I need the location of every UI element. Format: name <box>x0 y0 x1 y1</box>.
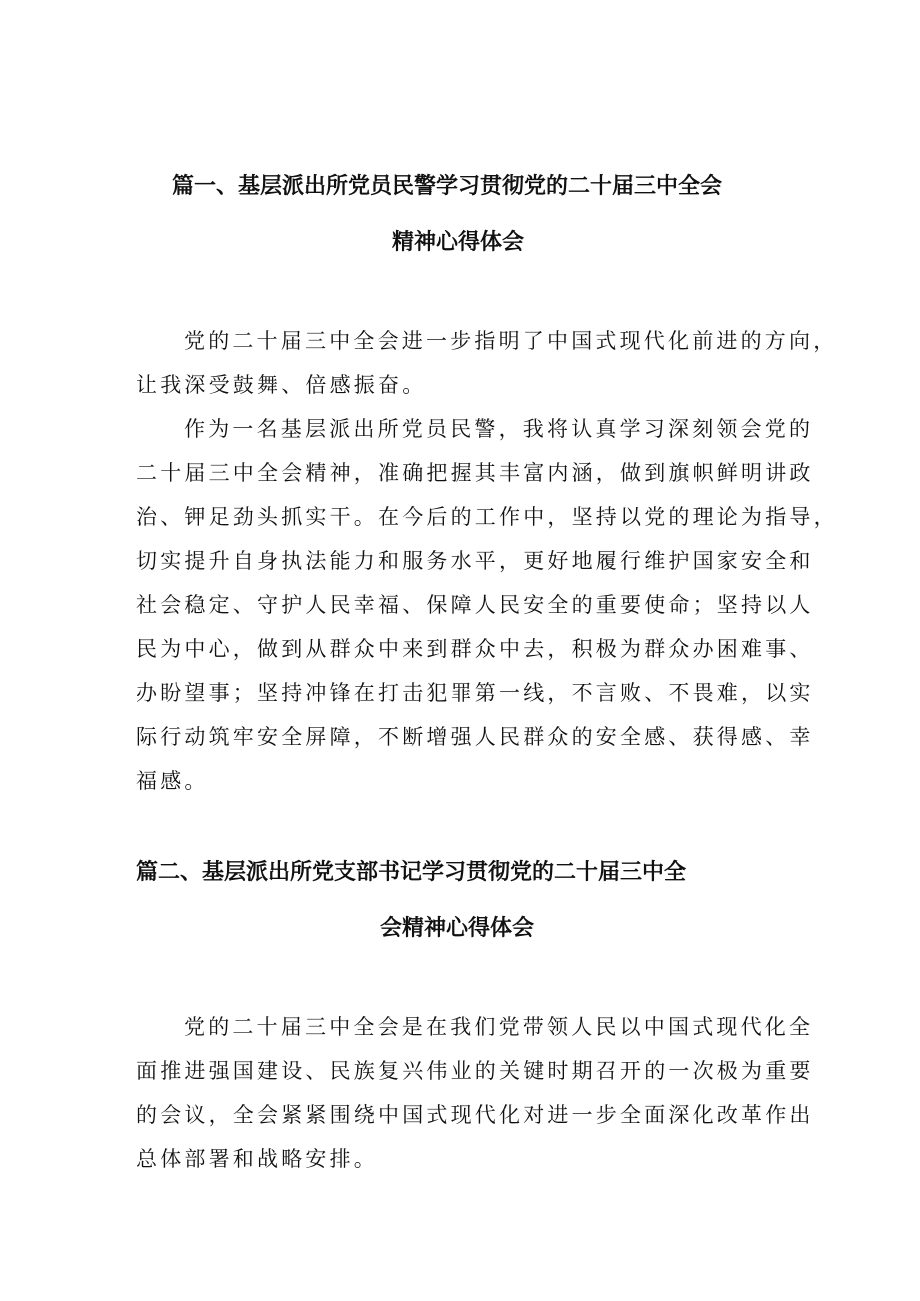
paragraph-line: 的会议，全会紧紧围绕中国式现代化对进一步全面深化改革作出 <box>136 1103 814 1127</box>
paragraph-line: 总体部署和战略安排。 <box>136 1147 378 1171</box>
paragraph-line: 让我深受鼓舞、倍感振奋。 <box>136 373 427 397</box>
paragraph-line: 治、钾足劲头抓实干。在今后的工作中，坚持以党的理论为指导， <box>136 505 838 529</box>
paragraph-line: 党的二十届三中全会进一步指明了中国式现代化前进的方向， <box>184 329 838 353</box>
paragraph-line: 作为一名基层派出所党员民警，我将认真学习深刻领会党的 <box>184 417 814 441</box>
section2-title-line-2: 会精神心得体会 <box>380 916 535 941</box>
paragraph-line: 切实提升自身执法能力和服务水平，更好地履行维护国家安全和 <box>136 549 814 573</box>
paragraph-line: 二十届三中全会精神，准确把握其丰富内涵，做到旗帜鲜明讲政 <box>136 461 814 485</box>
paragraph-line: 党的二十届三中全会是在我们党带领人民以中国式现代化全 <box>184 1015 814 1039</box>
paragraph-line: 民为中心，做到从群众中来到群众中去，积极为群众办困难事、 <box>136 637 814 661</box>
paragraph-line: 福感。 <box>136 769 209 793</box>
paragraph-line: 际行动筑牢安全屏障，不断增强人民群众的安全感、获得感、幸 <box>136 725 814 749</box>
paragraph-line: 办盼望事；坚持冲锋在打击犯罪第一线，不言败、不畏难，以实 <box>136 681 814 705</box>
section1-title-line-1: 篇一、基层派出所党员民警学习贯彻党的二十届三中全会 <box>172 174 723 199</box>
section2-title-line-1: 篇二、基层派出所党支部书记学习贯彻党的二十届三中全 <box>136 860 687 885</box>
section1-title-line-2: 精神心得体会 <box>392 230 525 255</box>
paragraph-line: 社会稳定、守护人民幸福、保障人民安全的重要使命；坚持以人 <box>136 593 814 617</box>
paragraph-line: 面推进强国建设、民族复兴伟业的关键时期召开的一次极为重要 <box>136 1059 814 1083</box>
